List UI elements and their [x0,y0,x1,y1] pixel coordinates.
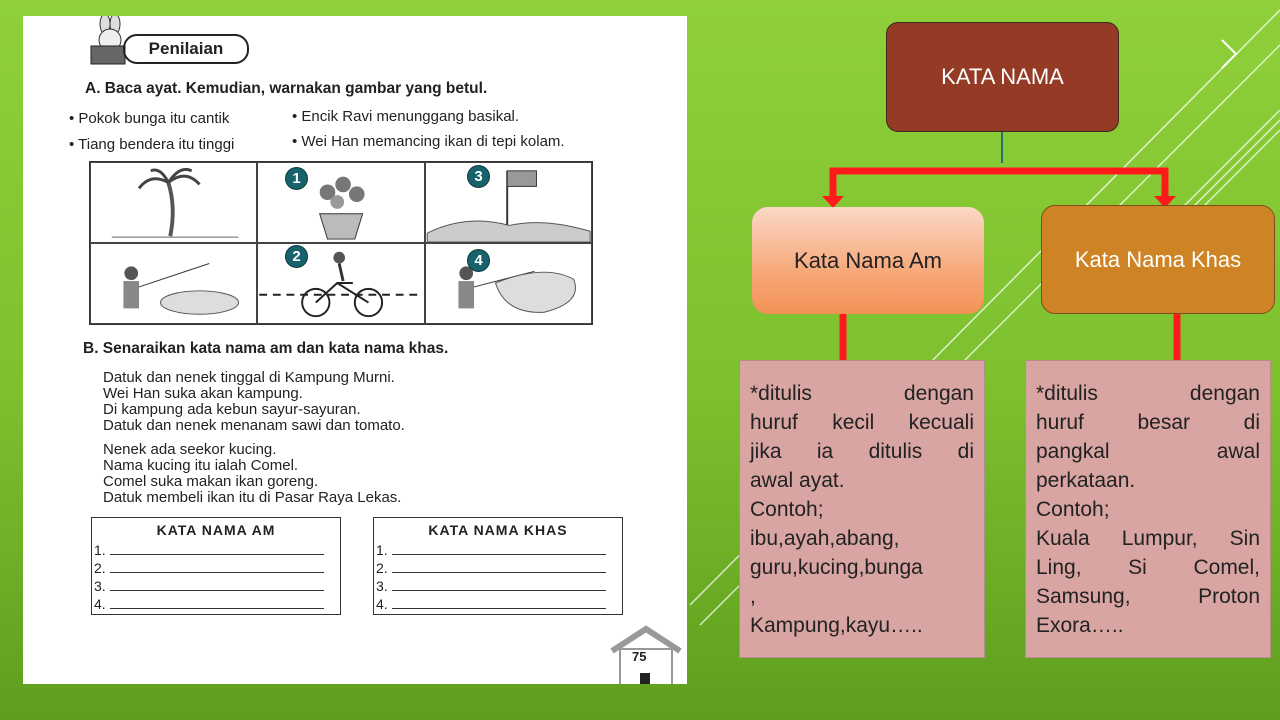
passage-line: Comel suka makan ikan goreng. [103,473,319,490]
description-kata-nama-khas [1025,360,1271,658]
answer-number: 1. [376,542,388,558]
description-line: Contoh; [750,498,824,521]
bullet-item: • Encik Ravi menunggang basikal. [292,108,520,125]
worksheet-title: Penilaian [123,34,249,64]
passage-line: Di kampung ada kebun sayur-sayuran. [103,401,361,418]
description-kata-nama-am [739,360,985,658]
answer-line [376,542,606,558]
answer-line [94,542,324,558]
answer-line [94,578,324,594]
description-line: *ditulis dengan [1036,382,1260,405]
description-line: Ling, Si Comel, [1036,556,1260,579]
picture-bicycle [257,243,424,324]
answer-number: 2. [94,560,106,576]
page-number: 75 [632,649,647,664]
passage-line: Datuk dan nenek menanam sawi dan tomato. [103,417,405,434]
passage-line: Datuk membeli ikan itu di Pasar Raya Lekas. [103,489,402,506]
answer-number: 3. [376,578,388,594]
node-kata-nama: KATA NAMA [886,22,1119,132]
answer-number: 4. [94,596,106,612]
table-header: KATA NAMA AM [156,522,276,538]
number-badge: 3 [467,165,490,188]
passage-line: Wei Han suka akan kampung. [103,385,303,402]
section-a-heading: A. Baca ayat. Kemudian, warnakan gambar yang betul. [85,80,488,97]
table-kata-nama-am [91,517,341,615]
description-line: Samsung, Proton [1036,585,1260,608]
answer-number: 1. [94,542,106,558]
number-badge: 4 [467,249,490,272]
description-line: *ditulis dengan [750,382,974,405]
description-line: guru,kucing,bunga [750,556,923,579]
bullet-item: • Wei Han memancing ikan di tepi kolam. [292,133,565,150]
picture-flower-pot [257,162,424,243]
answer-line [94,560,324,576]
description-line: jika ia ditulis di [750,440,974,463]
passage-line: Datuk dan nenek tinggal di Kampung Murni. [103,369,395,386]
number-badge: 1 [285,167,308,190]
answer-number: 4. [376,596,388,612]
description-line: Contoh; [1036,498,1110,521]
description-line: huruf besar di [1036,411,1260,434]
picture-fishing-pond [425,243,592,324]
table-header: KATA NAMA KHAS [428,522,568,538]
chevron-right-icon [1222,40,1236,68]
picture-fishing-boy [90,243,257,324]
picture-palm-tree [90,162,257,243]
picture-grid [89,161,593,325]
answer-number: 3. [94,578,106,594]
bullet-item: • Tiang bendera itu tinggi [69,136,235,153]
answer-line [376,578,606,594]
description-line: Kuala Lumpur, Sin [1036,527,1260,550]
answer-line [376,560,606,576]
node-kata-nama-am: Kata Nama Am [752,207,984,314]
description-line: huruf kecil kecuali [750,411,974,434]
description-line: pangkal awal [1036,440,1260,463]
passage-line: Nenek ada seekor kucing. [103,441,277,458]
answer-line [376,596,606,612]
answer-number: 2. [376,560,388,576]
worksheet-page [23,16,687,684]
page-number-house [606,625,684,684]
description-line: ibu,ayah,abang, [750,527,900,550]
description-line: awal ayat. [750,469,845,492]
bullet-item: • Pokok bunga itu cantik [69,110,230,127]
section-b-heading: B. Senaraikan kata nama am dan kata nama khas. [83,340,449,357]
number-badge: 2 [285,245,308,268]
passage-paragraph-2 [103,442,401,506]
answer-line [94,596,324,612]
table-kata-nama-khas [373,517,623,615]
picture-flag-pole [425,162,592,243]
passage-paragraph-1 [103,370,405,434]
node-kata-nama-khas: Kata Nama Khas [1041,205,1275,314]
passage-line: Nama kucing itu ialah Comel. [103,457,299,474]
description-line: Exora….. [1036,614,1124,637]
description-line: Kampung,kayu….. [750,614,923,637]
description-line: , [750,585,756,608]
description-line: perkataan. [1036,469,1136,492]
